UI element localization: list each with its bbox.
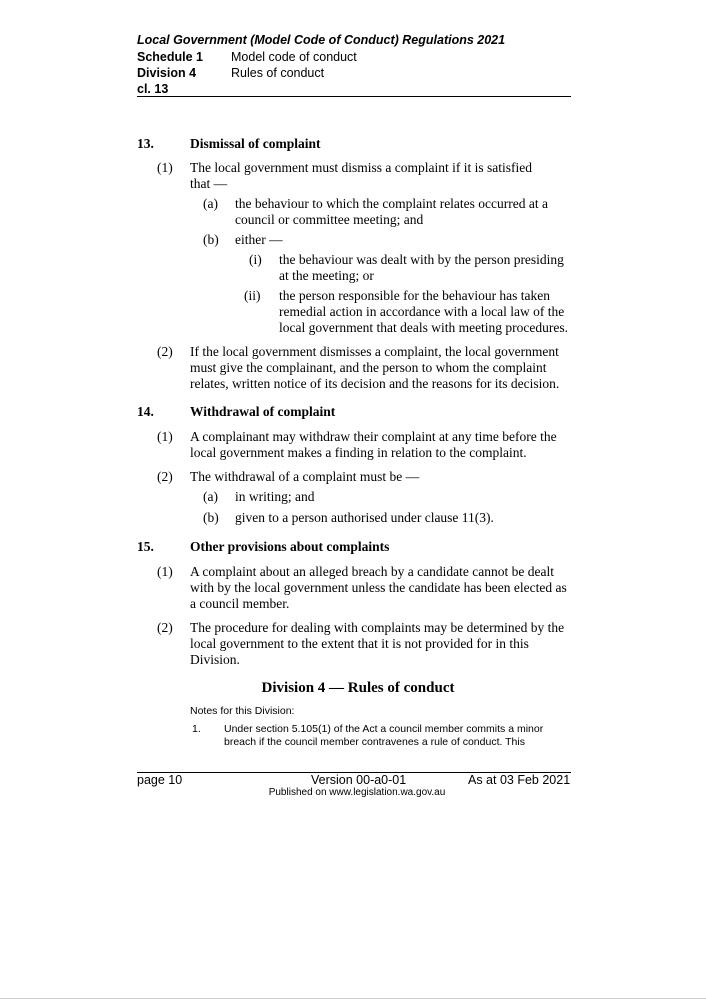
clause-13-1-b-line: either —	[235, 232, 283, 247]
division-heading: Division 4 — Rules of conduct	[261, 680, 455, 696]
footer-published: Published on www.legislation.wa.gov.au	[268, 787, 446, 798]
header-title: Local Government (Model Code of Conduct) Regulations 2021	[137, 33, 506, 47]
clause-14-1-line: local government makes a finding in relation to the complaint.	[190, 445, 527, 460]
header-rule	[137, 96, 571, 97]
clause-13-1-line: that —	[190, 176, 228, 191]
footer-date: As at 03 Feb 2021	[468, 773, 571, 787]
footer-version: Version 00-a0-01	[311, 773, 407, 787]
footer-page-number: page 10	[137, 773, 183, 787]
clause-15-1-line: A complaint about an alleged breach by a candidate cannot be dealt	[190, 564, 554, 579]
clause-13-1-b-i-number: (i)	[249, 252, 262, 267]
clause-13-1-b-ii-number: (ii)	[244, 288, 261, 303]
clause-15-1-line: a council member.	[190, 596, 290, 611]
header-schedule-value: Model code of conduct	[231, 50, 357, 64]
clause-13-title: Dismissal of complaint	[190, 136, 321, 151]
clause-14-2-a-line: in writing; and	[235, 489, 315, 504]
clause-15-2-line: The procedure for dealing with complaints may be determined by the	[190, 620, 565, 635]
clause-15-2-number: (2)	[157, 620, 173, 635]
division-notes-label: Notes for this Division:	[190, 705, 295, 717]
clause-13-1-b-number: (b)	[203, 232, 219, 247]
page-bottom-edge	[0, 998, 706, 999]
division-note-1-line: breach if the council member contravenes a rule of conduct. This	[224, 736, 525, 748]
header-division-value: Rules of conduct	[231, 66, 325, 80]
clause-13-2-line: If the local government dismisses a complaint, the local government	[190, 344, 559, 359]
clause-15-2-line: local government to the extent that it is not provided for in this	[190, 636, 529, 651]
division-note-1-line: Under section 5.105(1) of the Act a council member commits a minor	[224, 723, 544, 735]
clause-13-1-b-i-line: the behaviour was dealt with by the person presiding	[279, 252, 564, 267]
clause-13-1-b-ii-line: remedial action in accordance with a local law of the	[279, 304, 565, 319]
clause-15-1-line: with by the local government unless the candidate has been elected as	[190, 580, 567, 595]
clause-14-1-number: (1)	[157, 429, 173, 444]
header-schedule-label: Schedule 1	[137, 50, 203, 64]
clause-15-2-line: Division.	[190, 652, 240, 667]
clause-13-1-a-line: council or committee meeting; and	[235, 212, 424, 227]
clause-14-number: 14.	[137, 404, 154, 419]
clause-15-title: Other provisions about complaints	[190, 539, 390, 554]
clause-14-2-a-number: (a)	[203, 489, 218, 504]
clause-13-1-b-ii-line: local government that deals with meeting procedures.	[279, 320, 569, 335]
clause-14-title: Withdrawal of complaint	[190, 404, 336, 419]
clause-14-2-number: (2)	[157, 469, 173, 484]
header-division-label: Division 4	[137, 66, 197, 80]
clause-13-1-a-line: the behaviour to which the complaint relates occurred at a	[235, 196, 548, 211]
division-note-1-number: 1.	[192, 723, 201, 735]
clause-14-2-line: The withdrawal of a complaint must be —	[190, 469, 420, 484]
clause-13-1-line: The local government must dismiss a complaint if it is satisfied	[190, 160, 532, 175]
clause-13-2-line: relates, written notice of its decision and the reasons for its decision.	[190, 376, 560, 391]
header-clause-label: cl. 13	[137, 82, 169, 96]
clause-13-1-number: (1)	[157, 160, 173, 175]
clause-13-1-b-ii-line: the person responsible for the behaviour has taken	[279, 288, 551, 303]
clause-13-2-line: must give the complainant, and the person to whom the complaint	[190, 360, 547, 375]
clause-13-1-b-i-line: at the meeting; or	[279, 268, 374, 283]
clause-14-2-b-number: (b)	[203, 510, 219, 525]
clause-13-2-number: (2)	[157, 344, 173, 359]
clause-13-number: 13.	[137, 136, 154, 151]
clause-14-2-b-line: given to a person authorised under clause 11(3).	[235, 510, 494, 525]
clause-14-1-line: A complainant may withdraw their complaint at any time before the	[190, 429, 557, 444]
clause-15-number: 15.	[137, 539, 154, 554]
clause-13-1-a-number: (a)	[203, 196, 218, 211]
clause-15-1-number: (1)	[157, 564, 173, 579]
